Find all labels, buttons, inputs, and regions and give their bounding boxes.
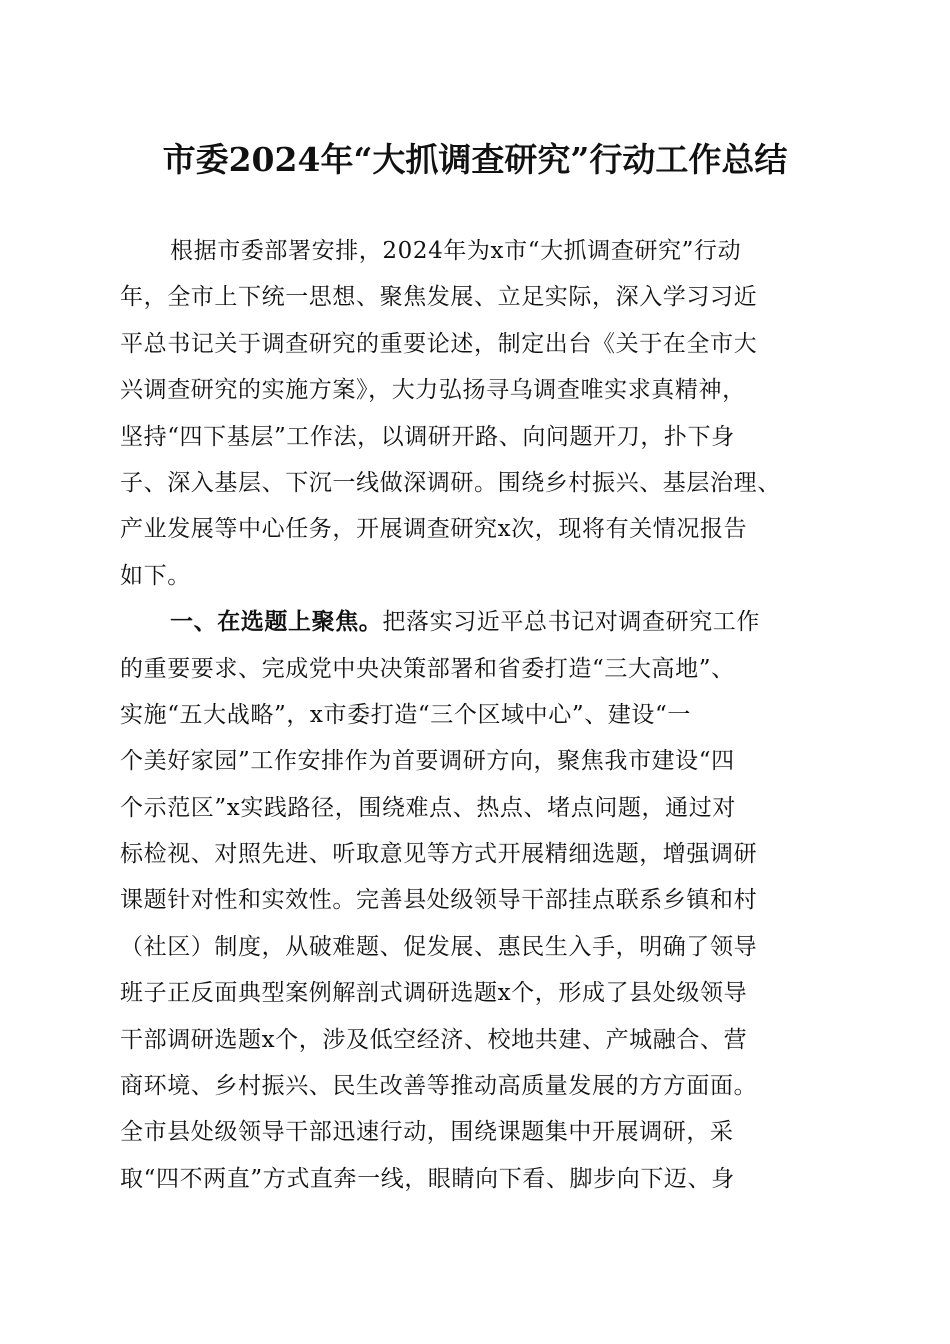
section-1-first-line-text: 把落实习近平总书记对调查研究工作: [382, 609, 761, 636]
document-title: 市委2024年“大抓调查研究”行动工作总结: [162, 140, 788, 179]
text-line: 课题针对性和实效性。完善县处级领导干部挂点联系乡镇和村: [120, 887, 758, 914]
text-line: 子、深入基层、下沉一线做深调研。围绕乡村振兴、基层治理、: [120, 469, 781, 496]
text-line: 兴调查研究的实施方案》，大力弘扬寻乌调查唯实求真精神，: [120, 377, 746, 404]
text-line: 干部调研选题x个，涉及低空经济、校地共建、产城融合、营: [120, 1026, 748, 1053]
text-line: 产业发展等中心任务，开展调查研究x次，现将有关情况报告: [120, 516, 748, 543]
text-line: 全市县处级领导干部迅速行动，围绕课题集中开展调研，采: [120, 1119, 734, 1146]
paragraph-intro: [120, 228, 840, 599]
section-1-heading: 一、在选题上聚焦。: [170, 608, 383, 636]
text-line: 班子正反面典型案例解剖式调研选题x个，形成了县处级领导: [120, 980, 748, 1007]
text-line: 根据市委部署安排，2024年为x市“大抓调查研究”行动: [170, 238, 742, 264]
text-line: 个示范区”x实践路径，围绕难点、热点、堵点问题，通过对: [120, 794, 736, 821]
section-1: [120, 599, 840, 1202]
text-line: 年，全市上下统一思想、聚焦发展、立足实际，深入学习习近: [120, 284, 758, 311]
text-line: （社区）制度，从破难题、促发展、惠民生入手，明确了领导: [120, 933, 758, 960]
text-line: 平总书记关于调查研究的重要论述，制定出台《关于在全市大: [120, 330, 758, 357]
document-body: [120, 228, 840, 1202]
text-line: 标检视、对照先进、听取意见等方式开展精细选题，增强调研: [120, 841, 758, 868]
text-line: 取“四不两直”方式直奔一线，眼睛向下看、脚步向下迈、身: [120, 1165, 735, 1192]
text-line: 个美好家园”工作安排作为首要调研方向，聚焦我市建设“四: [120, 748, 735, 775]
text-line: 坚持“四下基层”工作法，以调研开路、向问题开刀，扑下身: [120, 423, 735, 450]
text-line: 如下。: [120, 562, 191, 589]
text-line: 商环境、乡村振兴、民生改善等推动高质量发展的方方面面。: [120, 1073, 758, 1100]
text-line: 的重要要求、完成党中央决策部署和省委打造“三大高地”、: [120, 655, 735, 682]
text-line: 实施“五大战略”，x市委打造“三个区域中心”、建设“一: [120, 701, 691, 728]
section-1-first-line: [120, 599, 840, 645]
